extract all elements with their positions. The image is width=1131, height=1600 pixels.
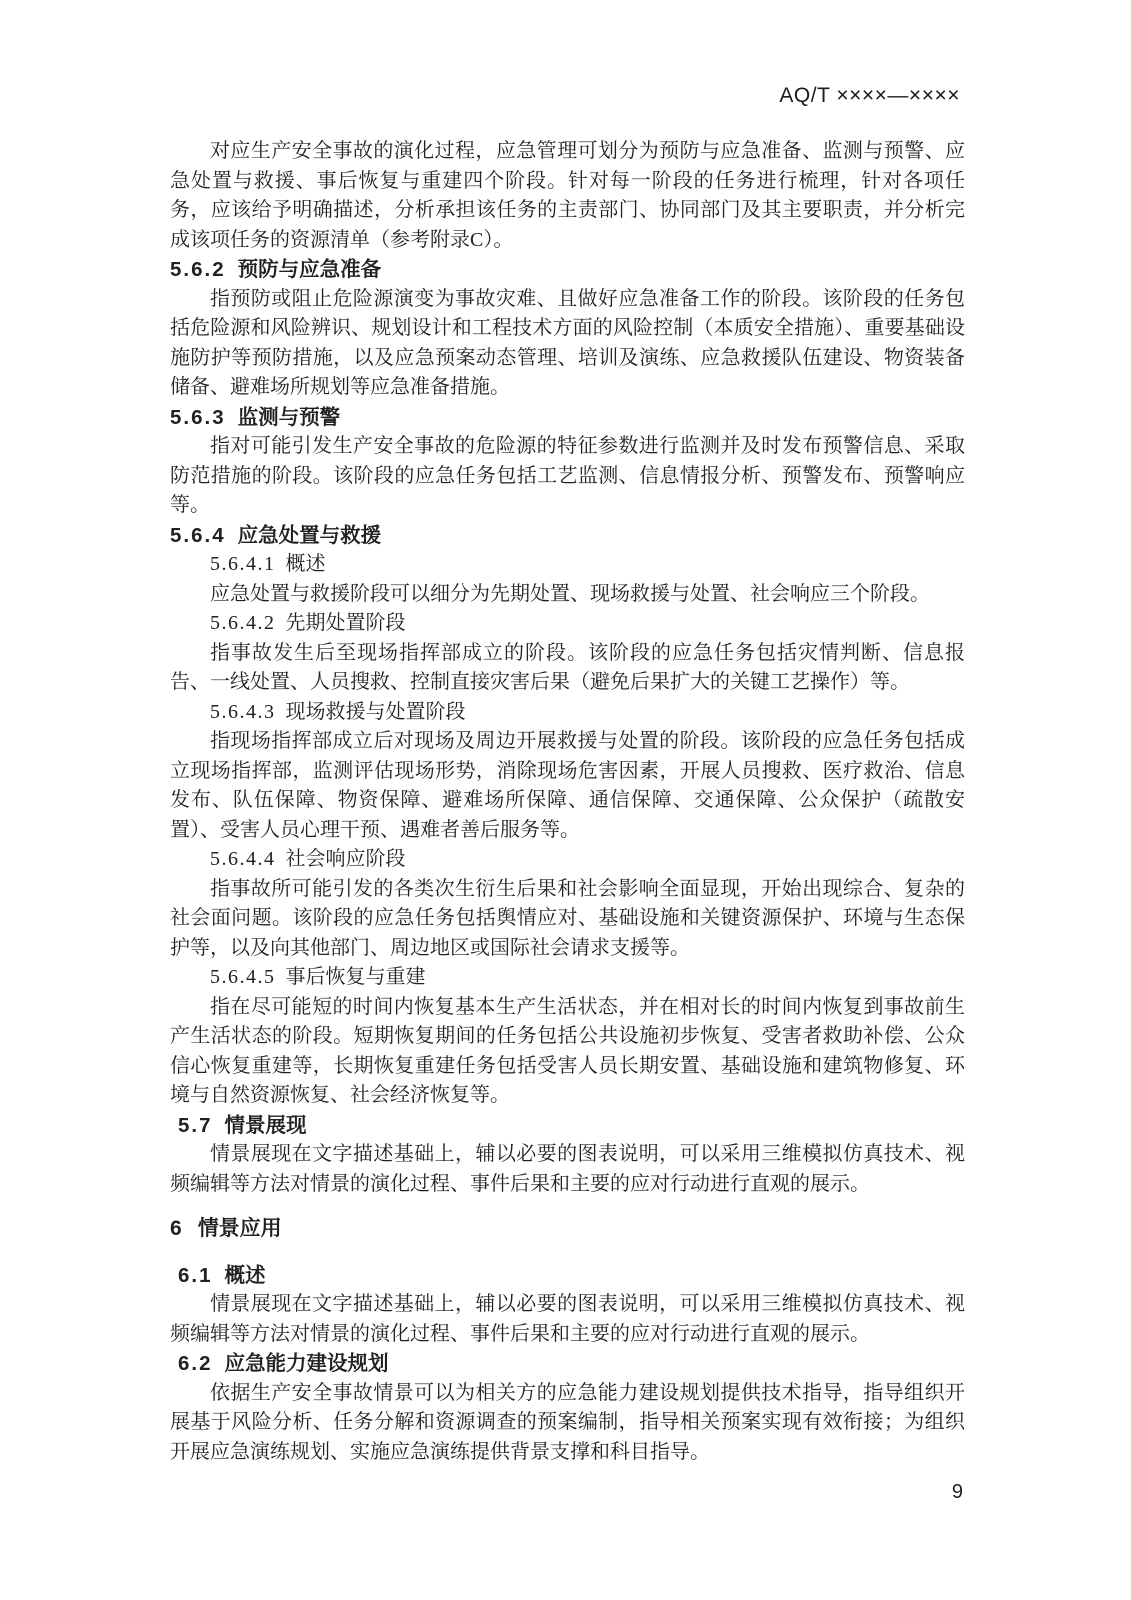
clause-number: 5.6.4: [170, 523, 226, 547]
chapter-title: 情景应用: [197, 1217, 282, 1240]
subclause-title: 概述: [285, 553, 326, 575]
paragraph: 指事故发生后至现场指挥部成立的阶段。该阶段的应急任务包括灾情判断、信息报告、一线处置、人员搜救、控制直接灾害后果（避免后果扩大的关键工艺操作）等。: [170, 641, 965, 693]
paragraph: 应急处置与救援阶段可以细分为先期处置、现场救援与处置、社会响应三个阶段。: [210, 582, 930, 605]
paragraph: 依据生产安全事故情景可以为相关方的应急能力建设规划提供技术指导，指导组织开展基于风险分析、任务分解和资源调查的预案编制，指导相关预案实现有效衔接；为组织开展应急演练规划、实施应急演练提供背景支撑和科目指导。: [170, 1381, 965, 1463]
clause-title: 监测与预警: [237, 405, 341, 429]
paragraph: 指在尽可能短的时间内恢复基本生产生活状态，并在相对长的时间内恢复到事故前生产生活状态的阶段。短期恢复期间的任务包括公共设施初步恢复、受害者救助补偿、公众信心恢复重建等，长期恢复重建任务包括受害人员长期安置、基础设施和建筑物修复、环境与自然资源恢复、社会经济恢复等。: [170, 995, 965, 1106]
clause-heading-5-6-2: [170, 255, 965, 285]
subclause-number: 5.6.4.3: [210, 700, 276, 723]
clause-number: 5.6.3: [170, 405, 226, 429]
paragraph: 指事故所可能引发的各类次生衍生后果和社会影响全面显现，开始出现综合、复杂的社会面问题。该阶段的应急任务包括舆情应对、基础设施和关键资源保护、环境与生态保护等，以及向其他部门、周边地区或国际社会请求支援等。: [170, 877, 965, 959]
paragraph: 指预防或阻止危险源演变为事故灾难、且做好应急准备工作的阶段。该阶段的任务包括危险源和风险辨识、规划设计和工程技术方面的风险控制（本质安全措施）、重要基础设施防护等预防措施，以及应急预案动态管理、培训及演练、应急救援队伍建设、物资装备储备、避难场所规划等应急准备措施。: [170, 287, 965, 398]
paragraph: 指对可能引发生产安全事故的危险源的特征参数进行监测并及时发布预警信息、采取防范措施的阶段。该阶段的应急任务包括工艺监测、信息情报分析、预警发布、预警响应等。: [170, 435, 965, 516]
paragraph: 对应生产安全事故的演化过程，应急管理可划分为预防与应急准备、监测与预警、应急处置与救援、事后恢复与重建四个阶段。针对每一阶段的任务进行梳理，针对各项任务，应该给予明确描述，分析承担该任务的主责部门、协同部门及其主要职责，并分析完成该项任务的资源清单（参考附录C）。: [170, 140, 965, 251]
clause-title: 情景展现: [224, 1113, 307, 1137]
chapter-heading-6: [170, 1214, 965, 1244]
subclause-heading-5-6-4-5: [170, 963, 965, 993]
subclause-heading-5-6-4-3: [170, 698, 965, 728]
clause-heading-6-2: [170, 1349, 965, 1379]
clause-title: 应急处置与救援: [237, 523, 382, 547]
clause-heading-5-7: [170, 1111, 965, 1141]
subclause-heading-5-6-4-1: [170, 550, 965, 580]
subclause-number: 5.6.4.1: [210, 553, 276, 575]
clause-number: 6.1: [178, 1263, 213, 1287]
clause-title: 应急能力建设规划: [224, 1352, 389, 1375]
subclause-heading-5-6-4-2: [170, 609, 965, 639]
clause-title: 预防与应急准备: [237, 258, 382, 281]
doc-code-header: AQ/T ××××—××××: [779, 84, 960, 107]
clause-heading-6-1: [170, 1261, 965, 1291]
clause-heading-5-6-3: [170, 403, 965, 433]
subclause-heading-5-6-4-4: [170, 845, 965, 875]
page-number: 9: [951, 1481, 963, 1503]
clause-heading-5-6-4: [170, 521, 965, 551]
subclause-title: 现场救援与处置阶段: [285, 700, 466, 723]
chapter-number: 6: [170, 1217, 182, 1240]
paragraph: 情景展现在文字描述基础上，辅以必要的图表说明，可以采用三维模拟仿真技术、视频编辑等方法对情景的演化过程、事件后果和主要的应对行动进行直观的展示。: [170, 1293, 965, 1345]
paragraph: 指现场指挥部成立后对现场及周边开展救援与处置的阶段。该阶段的应急任务包括成立现场指挥部，监测评估现场形势，消除现场危害因素，开展人员搜救、医疗救治、信息发布、队伍保障、物资保障、避难场所保障、通信保障、交通保障、公众保护（疏散安置）、受害人员心理干预、遇难者善后服务等。: [170, 730, 965, 841]
subclause-title: 社会响应阶段: [285, 848, 406, 870]
subclause-number: 5.6.4.4: [210, 848, 276, 870]
paragraph: 情景展现在文字描述基础上，辅以必要的图表说明，可以采用三维模拟仿真技术、视频编辑等方法对情景的演化过程、事件后果和主要的应对行动进行直观的展示。: [170, 1143, 965, 1195]
subclause-title: 先期处置阶段: [285, 612, 406, 634]
clause-title: 概述: [224, 1263, 266, 1287]
subclause-number: 5.6.4.5: [210, 966, 276, 988]
subclause-title: 事后恢复与重建: [285, 966, 426, 988]
clause-number: 5.6.2: [170, 258, 226, 281]
clause-number: 5.7: [178, 1113, 213, 1137]
clause-number: 6.2: [178, 1352, 213, 1375]
subclause-number: 5.6.4.2: [210, 612, 276, 634]
document-body: [170, 137, 965, 1467]
